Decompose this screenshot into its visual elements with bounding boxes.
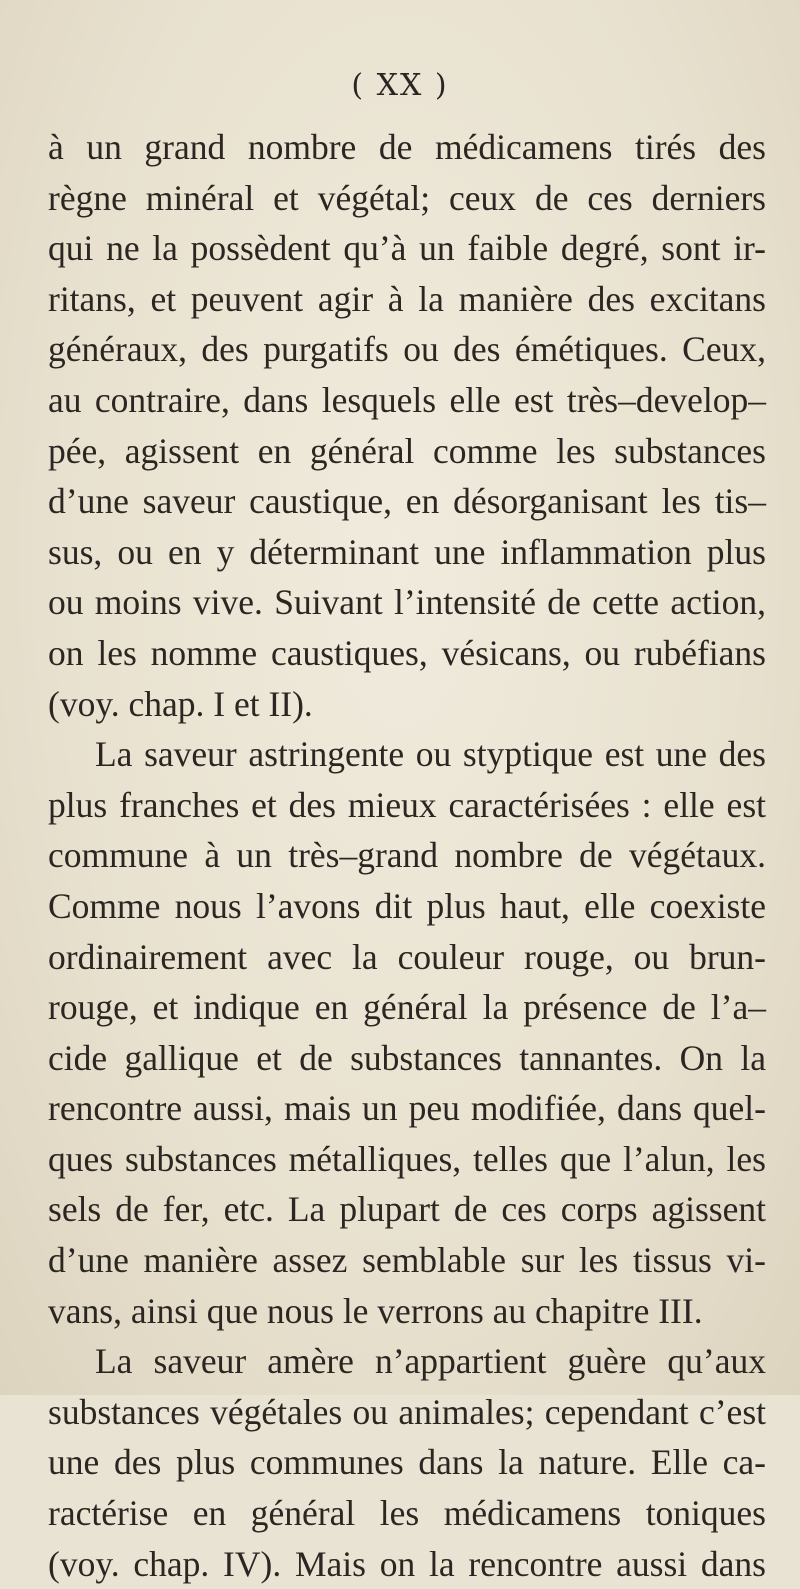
- text-line: au contraire, dans lesquels elle est très–develop–: [48, 379, 766, 420]
- text-line: sels de fer, etc. La plupart de ces corps agissent: [48, 1189, 766, 1230]
- text-line: ractérise en général les médicamens toniques: [48, 1493, 766, 1534]
- text-line: règne minéral et végétal; ceux de ces derniers: [48, 177, 766, 218]
- paragraph-end-line: (voy. chap. I et II).: [48, 683, 313, 724]
- text-line: ordinairement avec la couleur rouge, ou brun-: [48, 936, 766, 977]
- text-line: cide gallique et de substances tannantes. On la: [48, 1037, 766, 1078]
- paragraph-end-line: vans, ainsi que nous le verrons au chapitre III.: [48, 1290, 703, 1331]
- text-line: plus franches et des mieux caractérisées : elle est: [48, 784, 766, 825]
- text-line: rouge, et indique en général la présence de l’a–: [48, 987, 766, 1028]
- text-line: (voy. chap. IV). Mais on la rencontre aussi dans: [48, 1543, 766, 1584]
- page-folio: ( XX ): [351, 68, 449, 103]
- text-line: rencontre aussi, mais un peu modifiée, dans quel-: [48, 1088, 766, 1129]
- text-line: ques substances métalliques, telles que l’alun, les: [48, 1138, 766, 1179]
- paragraph-start-line: La saveur astringente ou styptique est une des: [95, 734, 766, 775]
- body-text: [48, 122, 766, 1589]
- text-line: substances végétales ou animales; cependant c’est: [48, 1391, 766, 1432]
- text-line: Comme nous l’avons dit plus haut, elle coexiste: [48, 885, 766, 926]
- text-line: d’une saveur caustique, en désorganisant les tis–: [48, 481, 766, 522]
- text-line: ritans, et peuvent agir à la manière des excitans: [48, 278, 766, 319]
- text-line: sus, ou en y déterminant une inflammation plus: [48, 531, 766, 572]
- text-line: pée, agissent en général comme les substances: [48, 430, 766, 471]
- text-line: une des plus communes dans la nature. Elle ca-: [48, 1442, 766, 1483]
- text-line: on les nomme caustiques, vésicans, ou rubéfians: [48, 632, 766, 673]
- text-line: qui ne la possèdent qu’à un faible degré, sont ir-: [48, 228, 766, 269]
- text-line: d’une manière assez semblable sur les tissus vi-: [48, 1240, 766, 1281]
- paragraph-start-line: La saveur amère n’appartient guère qu’aux: [95, 1341, 766, 1382]
- text-line: ou moins vive. Suivant l’intensité de cette action,: [48, 582, 766, 623]
- text-line: commune à un très–grand nombre de végétaux.: [48, 835, 766, 876]
- text-line: à un grand nombre de médicamens tirés des: [48, 127, 766, 167]
- text-line: généraux, des purgatifs ou des émétiques. Ceux,: [48, 329, 766, 370]
